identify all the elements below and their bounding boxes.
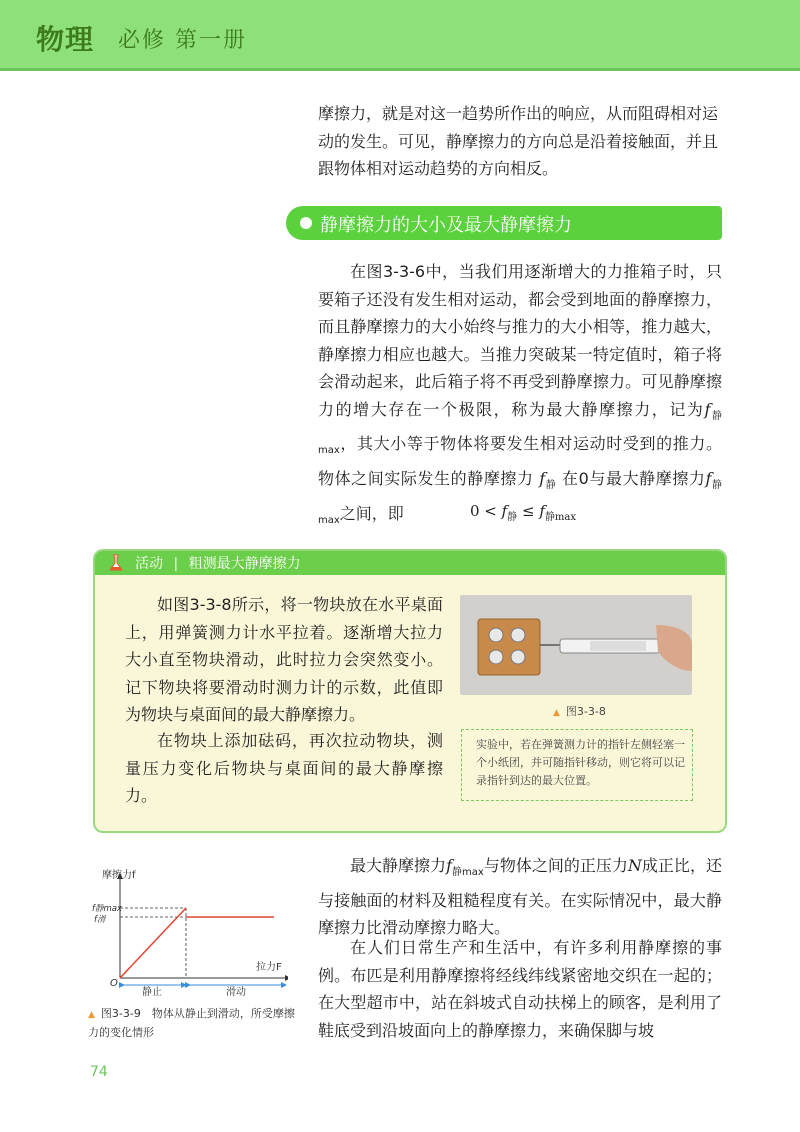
intro-line: 跟物体相对运动趋势的方向相反。 <box>318 159 559 178</box>
page-header <box>0 0 800 71</box>
activity-text-2: 在物块上添加砝码，再次拉动物块，测量压力变化后物块与桌面间的最大静摩擦力。 <box>125 731 443 805</box>
y-axis-label: 摩擦力f <box>102 870 136 881</box>
text-run: 在图3-3-6中，当我们用逐渐增大的力推箱子时，只要箱子还没有发生相对运动，都会受到地面的静摩擦力，而且静摩擦力的大小始终与推力的大小相等，推力越大，静摩擦力相应也越大。当推力突破某一特定值时，箱子将会滑动起来，此后箱子将不再受到静摩擦力。可见静摩擦力的增大存在一个极限，称为最大静摩擦力，记为 <box>318 262 722 419</box>
region-sliding: 滑动 <box>226 987 246 998</box>
activity-header <box>95 551 725 575</box>
triangle-icon: ▲ <box>553 708 560 718</box>
text-run: ，其大小等于物体将要发生相对运动时受到的推力。物体之间实际发生的静摩擦力 <box>318 434 722 488</box>
symbol-n: N <box>627 856 642 875</box>
static-friction-paragraph <box>318 258 722 534</box>
bullet-icon <box>300 217 312 229</box>
intro-line: 摩擦力，就是对这一趋势所作出的响应，从而阻碍相对运 <box>318 104 719 123</box>
formula-subscript: 静 <box>507 512 518 523</box>
formula-subscript: 静max <box>544 512 577 523</box>
activity-text-1: 如图3-3-8所示，将一物块放在水平桌面上，用弹簧测力计水平拉着。逐渐增大拉力大小直至物块滑动，此时拉力会突然变小。记下物块将要滑动时测力计的示数，此值即为物块与桌面间的最大静摩擦力。 <box>125 595 443 724</box>
flask-icon <box>107 554 125 572</box>
spring-scale-illustration <box>460 595 692 695</box>
tick-fslide: f滑 <box>94 915 106 925</box>
symbol-f: f <box>539 468 546 488</box>
book-title: 物理 <box>36 23 95 56</box>
activity-name: 粗测最大静摩擦力 <box>188 556 301 572</box>
section-heading <box>286 206 722 240</box>
formula-symbol: f <box>501 502 508 520</box>
symbol-f: f <box>705 468 712 488</box>
formula-symbol: f <box>539 502 545 520</box>
applications-paragraph: 在人们日常生产和生活中，有许多利用静摩擦的事例。布匹是利用静摩擦将经线纬线紧密地交织在一起的；在大型超市中，站在斜坡式自动扶梯上的顾客，是利用了鞋底受到沿坡面向上的静摩擦力，来确保脚与坡 <box>318 938 722 1040</box>
tick-fmax: f静max <box>92 904 123 914</box>
caption-text: 图3-3-9 物体从静止到滑动，所受摩擦力的变化情形 <box>88 1007 295 1039</box>
text-run: 之间，即 <box>339 503 404 523</box>
activity-box <box>93 549 727 833</box>
subscript: 静 <box>545 480 557 492</box>
formula-part: 0 < <box>470 502 497 520</box>
inequality-formula <box>470 502 576 523</box>
photo-caption <box>553 703 606 719</box>
region-static: 静止 <box>142 987 162 998</box>
intro-line: 动的发生。可见，静摩擦力的方向总是沿着接触面，并且 <box>318 131 719 151</box>
subscript: 静max <box>318 410 722 457</box>
max-friction-paragraph <box>318 852 722 942</box>
text-run: 与物体之间的正压力 <box>483 856 628 875</box>
activity-title <box>135 553 301 573</box>
text-run: 成正比，还与接触面的材料及粗糙程度有关。在实际情况中，最大静摩擦力比滑动摩擦力略大。 <box>318 856 722 938</box>
static-friction-line <box>120 908 186 978</box>
friction-graph <box>88 858 288 1018</box>
x-axis-label: 拉力F <box>256 962 282 973</box>
text-run: 在0与最大静摩擦力 <box>556 468 706 488</box>
page-number: 74 <box>90 1064 108 1080</box>
divider: | <box>173 556 179 572</box>
subscript: 静max <box>451 867 484 879</box>
triangle-icon: ▲ <box>88 1010 95 1020</box>
intro-paragraph <box>318 100 722 183</box>
experiment-photo <box>460 595 692 695</box>
origin-label: O <box>110 978 118 989</box>
symbol-f: f <box>446 856 452 875</box>
activity-label: 活动 <box>135 556 163 572</box>
formula-part: ≤ <box>522 502 535 520</box>
text-run: 最大静摩擦力 <box>350 856 447 875</box>
caption-text: 图3-3-8 <box>565 705 606 718</box>
subscript: 静max <box>318 480 723 526</box>
section-title: 静摩擦力的大小及最大静摩擦力 <box>320 215 572 236</box>
graph-caption <box>88 1005 303 1041</box>
book-volume: 必修 第一册 <box>118 28 247 53</box>
symbol-f: f <box>704 399 711 419</box>
experiment-note: 实验中，若在弹簧测力计的指针左侧轻塞一个小纸团，并可随指针移动，则它将可以记录指针到达的最大位置。 <box>461 729 693 801</box>
